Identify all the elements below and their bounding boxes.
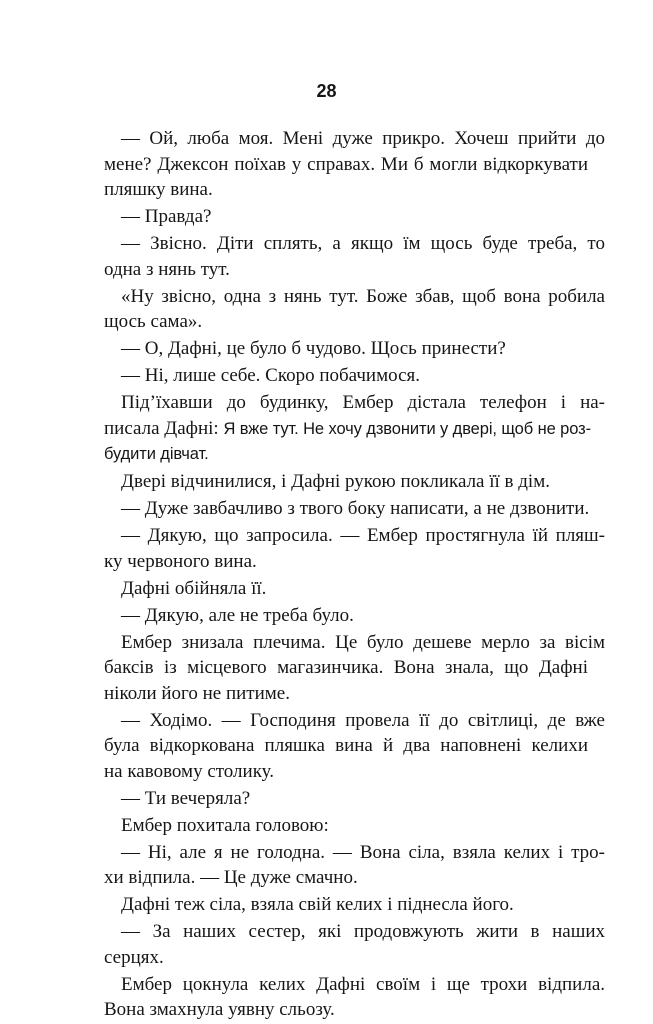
paragraph (104, 630, 605, 707)
text-line: Дафні теж сіла, взяла свій келих і піднесла його. (121, 894, 514, 915)
text-line: — Ти вечеряла? (121, 787, 251, 809)
text-line: баксів із місцевого магазинчика. Вона знала, що Дафні (104, 657, 588, 678)
text-line: — Правда? (121, 206, 212, 227)
text-fragment: писала Дафні: (104, 417, 219, 439)
paragraph (104, 813, 588, 839)
text-line: хи відпила. — Це дуже смачно. (104, 867, 358, 888)
text-line: — Дуже завбачливо з твого боку написати, а не дзвонити. (121, 498, 590, 519)
text-line: ку червоного вина. (104, 550, 257, 572)
text-line: Дафні обійняла її. (121, 577, 267, 599)
text-line: Ембер цокнула келих Дафні своїм і ще трохи відпила. (121, 973, 605, 995)
paragraph (104, 972, 605, 1023)
text-line: мене? Джексон поїхав у справах. Ми б могли відкоркувати (104, 153, 588, 175)
text-line: серцях. (104, 946, 164, 968)
paragraph (104, 919, 605, 970)
paragraph (104, 603, 588, 629)
paragraph (104, 708, 605, 785)
text-line: — За наших сестер, які продовжують жити в наших (121, 921, 605, 942)
text-line: Ембер похитала головою: (121, 814, 329, 836)
text-line: «Ну звісно, одна з нянь тут. Боже збав, щоб вона робила (121, 285, 605, 307)
paragraph (104, 576, 588, 602)
text-line: ніколи його не питиме. (104, 682, 290, 704)
paragraph (104, 840, 605, 891)
paragraph (104, 523, 605, 574)
text-line: — О, Дафні, це було б чудово. Щось принести? (121, 338, 506, 359)
text-message: Я вже тут. Не хочу дзвонити у двері, щоб не роз- (223, 419, 591, 438)
text-line: — Дякую, але не треба було. (121, 604, 354, 626)
text-line: на кавовому столику. (104, 760, 275, 782)
text-message: будити дівчат. (104, 445, 209, 463)
paragraph (104, 496, 588, 522)
text-line: — Дякую, що запросила. — Ембер простягнула їй пляш- (121, 525, 605, 546)
paragraph (104, 231, 605, 282)
text-line (104, 416, 591, 443)
text-line: пляшку вина. (104, 179, 213, 200)
paragraph (104, 786, 588, 812)
text-line: була відкоркована пляшка вина й два наповнені келихи (104, 735, 588, 756)
page-number: 28 (316, 81, 337, 101)
text-line: — Ой, люба моя. Мені дуже прикро. Хочеш прийти до (121, 128, 605, 149)
paragraph (104, 336, 588, 362)
text-line: — Звісно. Діти сплять, а якщо їм щось буде треба, то (121, 233, 605, 254)
text-line: Двері відчинилися, і Дафні рукою покликала її в дім. (121, 471, 550, 492)
text-line: — Ні, але я не голодна. — Вона сіла, взяла келих і тро- (121, 841, 605, 863)
paragraph (104, 390, 605, 468)
paragraph (104, 284, 605, 335)
text-line: Під’їхавши до будинку, Ембер дістала телефон і на- (121, 392, 605, 413)
paragraph (104, 363, 588, 389)
paragraph (104, 892, 588, 918)
text-line: — Ні, лише себе. Скоро побачимося. (121, 365, 420, 386)
paragraph (104, 469, 588, 495)
paragraph (104, 204, 588, 230)
text-line: одна з нянь тут. (104, 258, 230, 280)
text-line: щось сама». (104, 311, 203, 332)
body-text (104, 126, 605, 1024)
text-line: — Ходімо. — Господиня провела її до світлиці, де вже (121, 709, 605, 731)
text-line: Ембер знизала плечима. Це було дешеве мерло за вісім (121, 631, 605, 653)
paragraph (104, 126, 605, 203)
text-line: Вона змахнула уявну сльозу. (104, 999, 335, 1020)
